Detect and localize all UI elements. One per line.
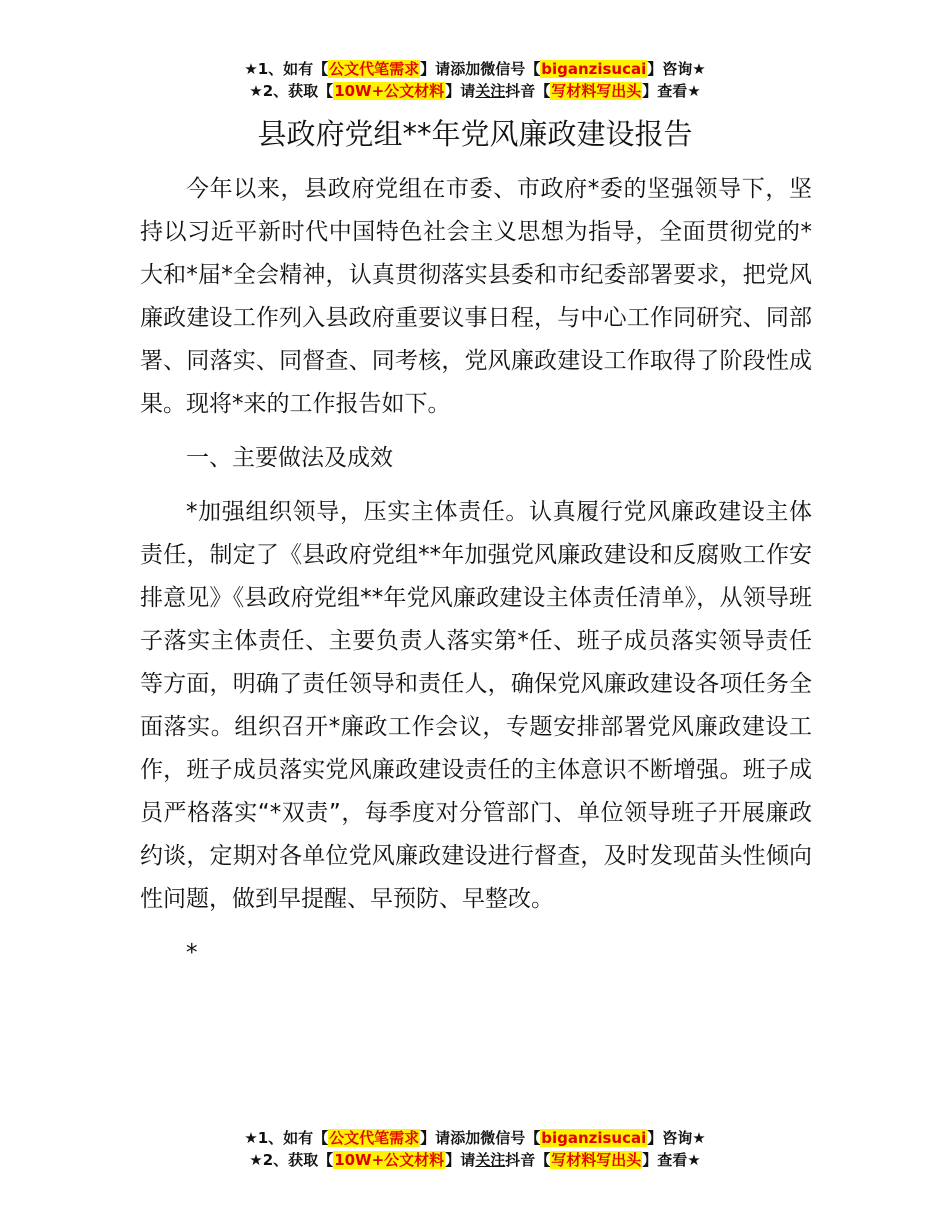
banner-text: 】请 xyxy=(445,1151,476,1169)
banner-text: 微信号【 xyxy=(480,60,541,78)
banner-text: ★2、获取【 xyxy=(249,1151,334,1169)
banner-text: 微信号【 xyxy=(480,1129,541,1147)
banner-emphasis: 添加 xyxy=(450,1129,481,1147)
banner-line-1 xyxy=(0,58,950,80)
document-title: 县政府党组**年党风廉政建设报告 xyxy=(257,117,693,151)
header-banner xyxy=(0,58,950,102)
banner-emphasis: 添加 xyxy=(450,60,481,78)
paragraph-leadership: *加强组织领导，压实主体责任。认真履行党风廉政建设主体责任，制定了《县政府党组**年加强党风廉政建设和反腐败工作安排意见》《县政府党组**年党风廉政建设主体责任清单》，从领导班子落实主体责任、主要负责人落实第*任、班子成员落实领导责任等方面，明确了责任领导和责任人，确保党风廉政建设各项任务全面落实。组织召开*廉政工作会议，专题安排部署党风廉政建设工作，班子成员落实党风廉政建设责任的主体意识不断增强。班子成员严格落实“*双责”，每季度对分管部门、单位领导班子开展廉政约谈，定期对各单位党风廉政建设进行督查，及时发现苗头性倾向性问题，做到早提醒、早预防、早整改。 xyxy=(140,499,812,912)
banner-highlight: 公文代笔需求 xyxy=(329,1129,420,1147)
banner-emphasis: 关注 xyxy=(475,1151,506,1169)
banner-text: 】请 xyxy=(445,82,476,100)
paragraph-intro: 今年以来，县政府党组在市委、市政府*委的坚强领导下，坚持以习近平新时代中国特色社会主义思想为指导，全面贯彻党的*大和*届*全会精神，认真贯彻落实县委和市纪委部署要求，把党风廉政建设工作列入县政府重要议事日程，与中心工作同研究、同部署、同落实、同督查、同考核，党风廉政建设工作取得了阶段性成果。现将*来的工作报告如下。 xyxy=(140,176,812,417)
banner-highlight: 写材料写出头 xyxy=(551,1151,642,1169)
banner-highlight: 公文代笔需求 xyxy=(329,60,420,78)
document-body xyxy=(140,168,812,975)
banner-emphasis: 关注 xyxy=(475,82,506,100)
banner-line-1 xyxy=(0,1127,950,1149)
banner-text: 抖音【 xyxy=(505,1151,551,1169)
banner-highlight: 写材料写出头 xyxy=(551,82,642,100)
banner-line-2 xyxy=(0,80,950,102)
banner-text: 】查看★ xyxy=(642,1151,701,1169)
banner-highlight: biganzisucai xyxy=(541,1129,647,1147)
banner-text: 】查看★ xyxy=(642,82,701,100)
banner-highlight: 10W+公文材料 xyxy=(334,82,445,100)
banner-text: ★1、如有【 xyxy=(244,60,329,78)
banner-text: ★1、如有【 xyxy=(244,1129,329,1147)
section-heading: 一、主要做法及成效 xyxy=(186,445,393,471)
paragraph-next: * xyxy=(186,940,198,966)
banner-text: 】咨询★ xyxy=(647,60,706,78)
banner-highlight: 10W+公文材料 xyxy=(334,1151,445,1169)
footer-banner xyxy=(0,1127,950,1171)
banner-text: 】请 xyxy=(420,1129,451,1147)
banner-text: ★2、获取【 xyxy=(249,82,334,100)
banner-text: 】咨询★ xyxy=(647,1129,706,1147)
banner-line-2 xyxy=(0,1149,950,1171)
banner-text: 抖音【 xyxy=(505,82,551,100)
banner-text: 】请 xyxy=(420,60,451,78)
banner-highlight: biganzisucai xyxy=(541,60,647,78)
